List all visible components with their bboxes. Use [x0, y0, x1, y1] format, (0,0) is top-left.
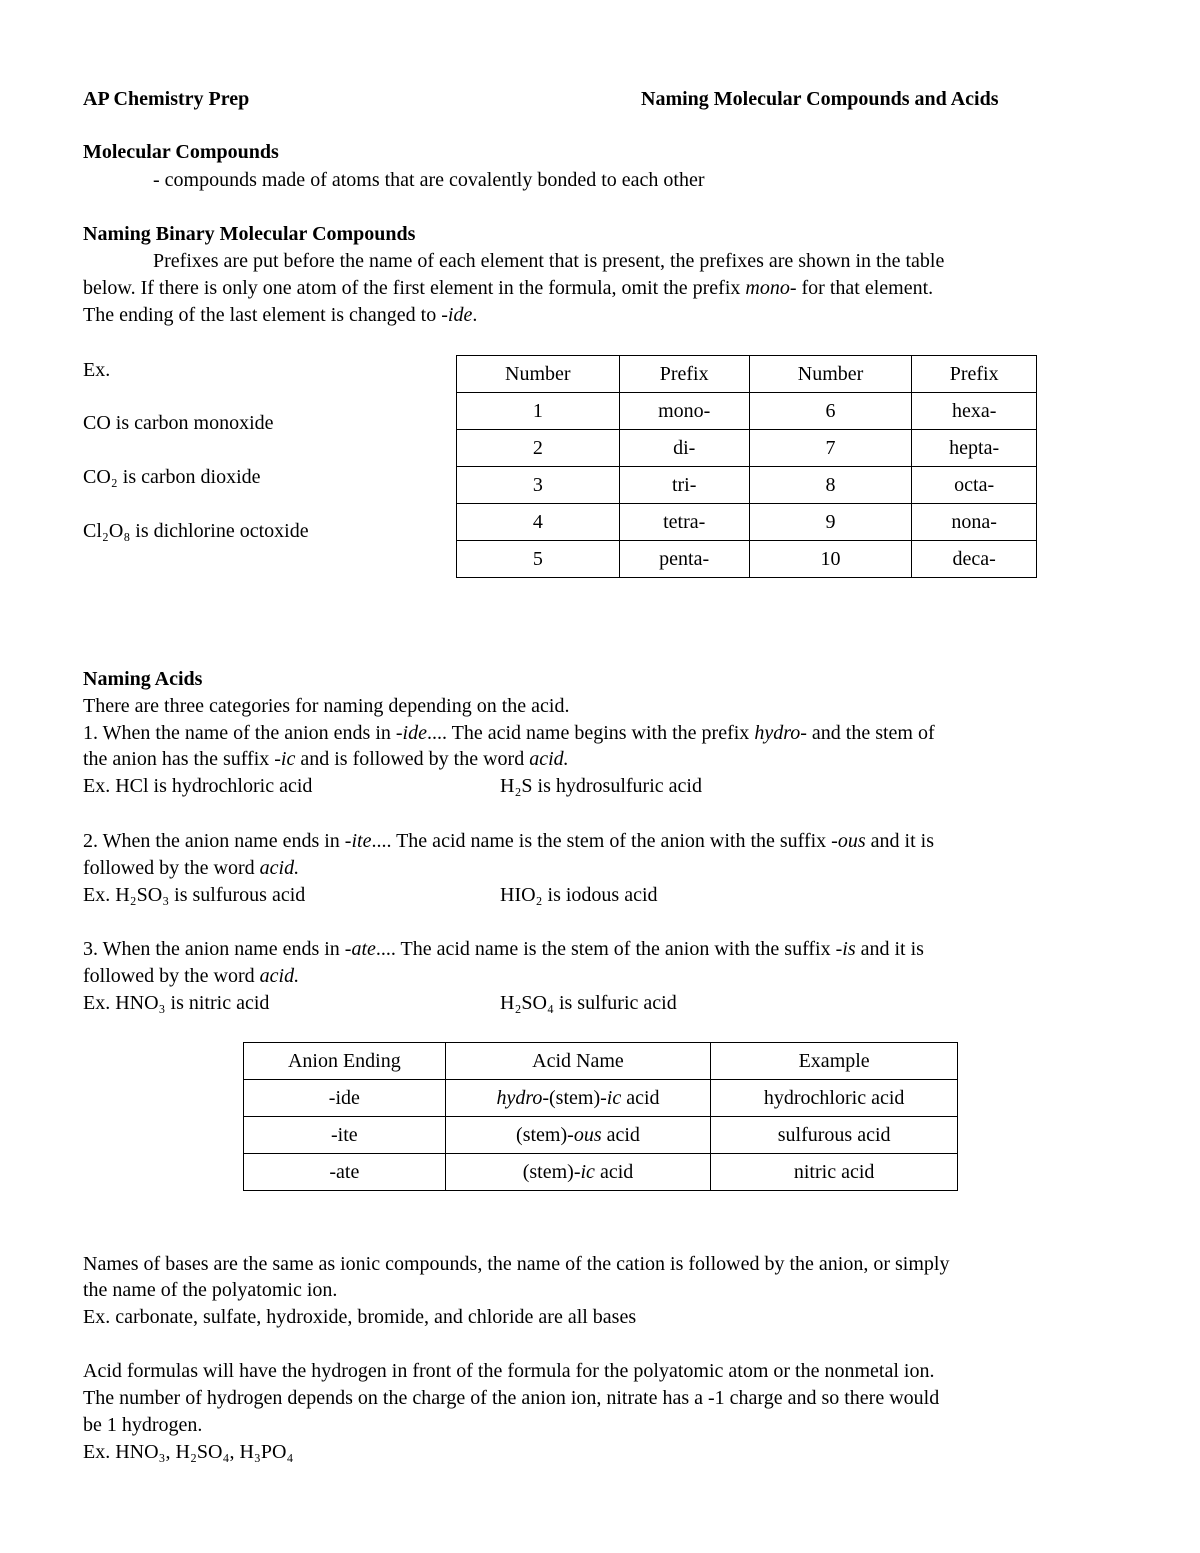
italic-text: ic: [580, 1160, 595, 1183]
rule-1-example: Ex. HCl is hydrochloric acid: [83, 775, 313, 797]
table-row: [244, 1117, 958, 1154]
table-row: [457, 504, 1037, 541]
header-cell: Prefix: [912, 356, 1037, 393]
rule-2-line: [83, 829, 934, 853]
text: (stem)-: [549, 1086, 607, 1109]
cell: -ate: [244, 1154, 446, 1191]
cell: 4: [457, 504, 620, 541]
italic-text: is: [842, 938, 856, 960]
text: and it is: [855, 938, 924, 960]
header-left-title: AP Chemistry Prep: [83, 88, 250, 110]
cell: octa-: [912, 467, 1037, 504]
rule-2-example: Ex. H₂SO₃ is sulfurous acid: [83, 884, 306, 906]
text: 1. When the name of the anion ends in: [83, 722, 396, 744]
header-cell: Anion Ending: [244, 1043, 446, 1080]
binary-paragraph-line: Prefixes are put before the name of each element that is present, the prefixes are shown in the table: [153, 250, 945, 272]
example-formula: CO is carbon monoxide: [83, 412, 274, 434]
cell: penta-: [619, 541, 749, 578]
cell: 5: [457, 541, 620, 578]
text: .... The acid name is the stem of the anion with the suffix -: [371, 830, 838, 852]
text: acid: [594, 1160, 634, 1183]
table-row: [244, 1154, 958, 1191]
cell: [445, 1117, 711, 1154]
table-row: [457, 430, 1037, 467]
example-label: Ex.: [83, 359, 111, 381]
italic-text: hydro-: [496, 1086, 550, 1109]
italic-text: ic: [606, 1086, 622, 1109]
cell: sulfurous acid: [711, 1117, 958, 1154]
table-header-row: [244, 1043, 958, 1080]
text: 2. When the anion name ends in: [83, 830, 345, 852]
text: (stem)-: [522, 1160, 581, 1183]
text: The ending of the last element is changed to: [83, 304, 442, 326]
header-cell: Example: [711, 1043, 958, 1080]
cell: 7: [749, 430, 912, 467]
formulas-line: Acid formulas will have the hydrogen in front of the formula for the polyatomic atom or the nonmetal ion.: [83, 1360, 935, 1382]
cell: hydrochloric acid: [711, 1080, 958, 1117]
cell: hexa-: [912, 393, 1037, 430]
cell: 9: [749, 504, 912, 541]
bases-line: the name of the polyatomic ion.: [83, 1279, 338, 1301]
bases-example: Ex. carbonate, sulfate, hydroxide, bromide, and chloride are all bases: [83, 1306, 637, 1328]
text: below. If there is only one atom of the first element in the formula, omit the prefix: [83, 277, 746, 299]
formulas-line: be 1 hydrogen.: [83, 1414, 203, 1436]
example-formula: CO₂ is carbon dioxide: [83, 466, 261, 488]
rule-3-example: H₂SO₄ is sulfuric acid: [500, 992, 677, 1014]
cell: [445, 1154, 711, 1191]
rule-3-line: [83, 937, 924, 961]
rule-2-line: [83, 856, 299, 880]
example-formula: Cl₂O₈ is dichlorine octoxide: [83, 520, 309, 542]
table-header-row: [457, 356, 1037, 393]
text: and the stem of: [806, 722, 935, 744]
formulas-line: The number of hydrogen depends on the charge of the anion ion, nitrate has a -1 charge and so there would: [83, 1387, 940, 1409]
header-right-title: Naming Molecular Compounds and Acids: [641, 88, 999, 110]
cell: di-: [619, 430, 749, 467]
header-cell: Prefix: [619, 356, 749, 393]
italic-text: acid.: [259, 857, 300, 879]
rule-1-line: [83, 747, 569, 771]
italic-text: acid.: [529, 748, 569, 770]
text: .: [472, 304, 478, 326]
acid-naming-table: [243, 1042, 958, 1191]
text: followed by the word: [83, 965, 260, 987]
header-cell: Number: [749, 356, 912, 393]
rule-2-example: HIO₂ is iodous acid: [500, 884, 658, 906]
italic-text: hydro-: [754, 722, 807, 744]
rule-1-line: [83, 721, 935, 745]
cell: 2: [457, 430, 620, 467]
table-row: [457, 541, 1037, 578]
text: .... The acid name is the stem of the anion with the suffix -: [375, 938, 843, 960]
italic-text: mono-: [745, 277, 797, 299]
cell: -ide: [244, 1080, 446, 1117]
italic-text: -ite: [344, 830, 372, 852]
cell: 8: [749, 467, 912, 504]
bases-line: Names of bases are the same as ionic compounds, the name of the cation is followed by the anion, or simply: [83, 1253, 950, 1275]
acids-intro: There are three categories for naming depending on the acid.: [83, 695, 570, 717]
rule-3-example: Ex. HNO₃ is nitric acid: [83, 992, 270, 1014]
binary-paragraph-line: [83, 276, 933, 300]
cell: nitric acid: [711, 1154, 958, 1191]
rule-1-example: H₂S is hydrosulfuric acid: [500, 775, 702, 797]
text: followed by the word: [83, 857, 260, 879]
italic-text: ous: [837, 830, 866, 852]
table-row: [244, 1080, 958, 1117]
molecular-heading: Molecular Compounds: [83, 141, 279, 163]
cell: [445, 1080, 711, 1117]
cell: 6: [749, 393, 912, 430]
italic-text: -ic: [274, 748, 296, 770]
text: and it is: [865, 830, 934, 852]
italic-text: -ate: [344, 938, 376, 960]
cell: tri-: [619, 467, 749, 504]
cell: 1: [457, 393, 620, 430]
header-cell: Acid Name: [445, 1043, 711, 1080]
header-cell: Number: [457, 356, 620, 393]
rule-3-line: [83, 964, 299, 988]
formulas-example: Ex. HNO₃, H₂SO₄, H₃PO₄: [83, 1441, 294, 1463]
binary-paragraph-line: [83, 303, 477, 327]
prefix-table: [456, 355, 1037, 578]
binary-heading: Naming Binary Molecular Compounds: [83, 223, 416, 245]
text: (stem)-: [516, 1123, 574, 1146]
text: for that element.: [796, 277, 934, 299]
table-row: [457, 393, 1037, 430]
text: and is followed by the word: [295, 748, 530, 770]
cell: deca-: [912, 541, 1037, 578]
italic-text: -ide: [395, 722, 427, 744]
cell: nona-: [912, 504, 1037, 541]
acids-heading: Naming Acids: [83, 668, 203, 690]
cell: -ite: [244, 1117, 446, 1154]
text: acid: [601, 1123, 640, 1146]
italic-text: acid.: [259, 965, 300, 987]
italic-text: ous: [573, 1123, 602, 1146]
table-row: [457, 467, 1037, 504]
text: 3. When the anion name ends in: [83, 938, 345, 960]
cell: mono-: [619, 393, 749, 430]
text: the anion has the suffix: [83, 748, 275, 770]
cell: 10: [749, 541, 912, 578]
text: .... The acid name begins with the prefix: [426, 722, 755, 744]
cell: 3: [457, 467, 620, 504]
italic-text: -ide: [441, 304, 473, 326]
cell: tetra-: [619, 504, 749, 541]
molecular-definition: - compounds made of atoms that are covalently bonded to each other: [153, 169, 705, 191]
cell: hepta-: [912, 430, 1037, 467]
text: acid: [621, 1086, 660, 1109]
